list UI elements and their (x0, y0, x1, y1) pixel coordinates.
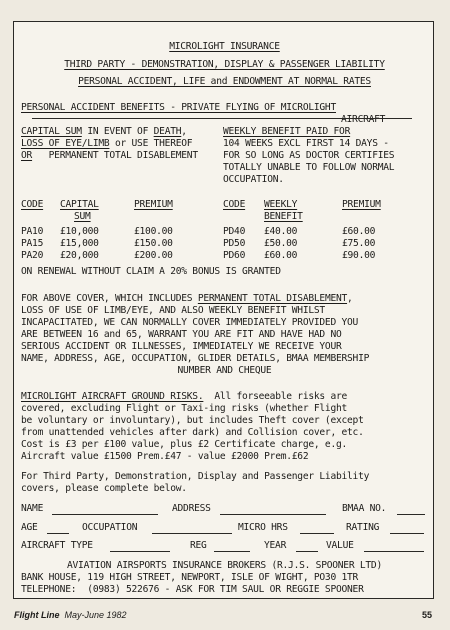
pa-text-3a: OR PERMANENT TOTAL DISABLEMENT (21, 150, 198, 161)
ground-risks-text-4: from unattended vehicles after dark) and Collision cover, etc. (21, 427, 364, 438)
row-premium: £200.00 (134, 250, 173, 261)
row-premium-2: £90.00 (342, 250, 376, 261)
table-header-sum: SUM (74, 211, 91, 222)
broker-telephone: TELEPHONE: (0983) 522676 - ASK FOR TIM SAUL OR REGGIE SPOONER (21, 584, 364, 595)
advert-subtitle-2: PERSONAL ACCIDENT, LIFE and ENDOWMENT AT NORMAL RATES (78, 76, 371, 87)
cover-text-5: SERIOUS ACCIDENT OR ILLNESSES, IMMEDIATELY WE RECEIVE YOUR (21, 341, 342, 352)
advert-title: MICROLIGHT INSURANCE (169, 41, 280, 52)
ground-risks-text-2: covered, excluding Flight or Taxi-ing risks (whether Flight (21, 403, 348, 414)
row-weekly: £40.00 (264, 226, 298, 237)
broker-address: BANK HOUSE, 119 HIGH STREET, NEWPORT, ISLE OF WIGHT, PO30 1TR (21, 572, 359, 583)
row-capital: £15,000 (60, 238, 99, 249)
row-premium: £100.00 (134, 226, 173, 237)
pa-text-1b: WEEKLY BENEFIT PAID FOR (223, 126, 351, 137)
table-header-code-2: CODE (223, 199, 246, 210)
cover-text-3: INCAPACITATED, WE CAN NORMALLY COVER IMMEDIATELY PROVIDED YOU (21, 317, 359, 328)
year-label: YEAR (264, 540, 287, 551)
aircraft-type-label: AIRCRAFT TYPE (21, 540, 93, 551)
advert-subtitle: THIRD PARTY - DEMONSTRATION, DISPLAY & PASSENGER LIABILITY (64, 59, 385, 70)
occupation-label: OCCUPATION (82, 522, 138, 533)
ground-risks-text-5: Cost is £3 per £100 value, plus £2 Certificate charge, e.g. (21, 439, 348, 450)
row-capital: £10,000 (60, 226, 99, 237)
bmaa-field[interactable] (397, 514, 425, 515)
table-header-benefit: BENEFIT (264, 211, 303, 222)
occupation-field[interactable] (152, 533, 232, 534)
row-premium-2: £60.00 (342, 226, 376, 237)
advert-box (13, 21, 434, 599)
row-code-2: PD40 (223, 226, 246, 237)
row-weekly: £50.00 (264, 238, 298, 249)
ground-risks-text-6: Aircraft value £1500 Prem.£47 - value £2000 Prem.£62 (21, 451, 309, 462)
rating-label: RATING (346, 522, 380, 533)
pa-text-2b: 104 WEEKS EXCL FIRST 14 DAYS - (223, 138, 389, 149)
row-code-2: PD50 (223, 238, 246, 249)
page-number: 55 (421, 610, 432, 620)
year-field[interactable] (296, 551, 318, 552)
row-premium: £150.00 (134, 238, 173, 249)
row-code: PA10 (21, 226, 44, 237)
pa-text-3b: FOR SO LONG AS DOCTOR CERTIFIES (223, 150, 395, 161)
row-weekly: £60.00 (264, 250, 298, 261)
rating-field[interactable] (390, 533, 424, 534)
magazine-name: Flight Line (14, 610, 60, 620)
pa-text-1a: CAPITAL SUM IN EVENT OF DEATH, (21, 126, 187, 137)
micro-hrs-label: MICRO HRS (238, 522, 288, 533)
name-label: NAME (21, 503, 44, 514)
row-code: PA20 (21, 250, 44, 261)
form-intro-1: For Third Party, Demonstration, Display and Passenger Liability (21, 471, 370, 482)
issue-date: May-June 1982 (64, 610, 127, 620)
form-intro-2: covers, please complete below. (21, 483, 187, 494)
cover-text-7: NUMBER AND CHEQUE (177, 365, 272, 376)
pa-text-5b: OCCUPATION. (223, 174, 284, 185)
table-header-premium-2: PREMIUM (342, 199, 381, 210)
name-field[interactable] (52, 514, 158, 515)
value-label: VALUE (326, 540, 354, 551)
pa-text-2a: LOSS OF EYE/LIMB or USE THEREOF (21, 138, 193, 149)
pa-heading-rule (32, 118, 412, 119)
renewal-bonus: ON RENEWAL WITHOUT CLAIM A 20% BONUS IS GRANTED (21, 266, 281, 277)
pa-text-4b: TOTALLY UNABLE TO FOLLOW NORMAL (223, 162, 395, 173)
address-label: ADDRESS (172, 503, 211, 514)
broker-name: AVIATION AIRSPORTS INSURANCE BROKERS (R.J.S. SPOONER LTD) (67, 560, 382, 571)
row-code-2: PD60 (223, 250, 246, 261)
reg-field[interactable] (214, 551, 250, 552)
ground-risks-text-3: be voluntary or involuntary), but includes Theft cover (except (21, 415, 364, 426)
pa-heading-2: AIRCRAFT (341, 114, 386, 125)
row-premium-2: £75.00 (342, 238, 376, 249)
micro-hrs-field[interactable] (300, 533, 334, 534)
pa-heading: PERSONAL ACCIDENT BENEFITS - PRIVATE FLYING OF MICROLIGHT (21, 102, 336, 113)
ground-risks-text-1: MICROLIGHT AIRCRAFT GROUND RISKS. All forseeable risks are (21, 391, 348, 402)
footer-credit (14, 610, 127, 620)
row-code: PA15 (21, 238, 44, 249)
bmaa-label: BMAA NO. (342, 503, 387, 514)
cover-text-1: FOR ABOVE COVER, WHICH INCLUDES PERMANENT TOTAL DISABLEMENT, (21, 293, 353, 304)
cover-text-4: ARE BETWEEN 16 and 65, WARRANT YOU ARE FIT AND HAVE HAD NO (21, 329, 342, 340)
reg-label: REG (190, 540, 207, 551)
value-field[interactable] (364, 551, 424, 552)
age-label: AGE (21, 522, 38, 533)
table-header-weekly: WEEKLY (264, 199, 298, 210)
address-field[interactable] (220, 514, 326, 515)
age-field[interactable] (47, 533, 69, 534)
table-header-capital: CAPITAL (60, 199, 99, 210)
table-header-code: CODE (21, 199, 44, 210)
table-header-premium: PREMIUM (134, 199, 173, 210)
aircraft-type-field[interactable] (110, 551, 170, 552)
cover-text-6: NAME, ADDRESS, AGE, OCCUPATION, GLIDER DETAILS, BMAA MEMBERSHIP (21, 353, 370, 364)
cover-text-2: LOSS OF USE OF LIMB/EYE, AND ALSO WEEKLY BENEFIT WHILST (21, 305, 325, 316)
row-capital: £20,000 (60, 250, 99, 261)
